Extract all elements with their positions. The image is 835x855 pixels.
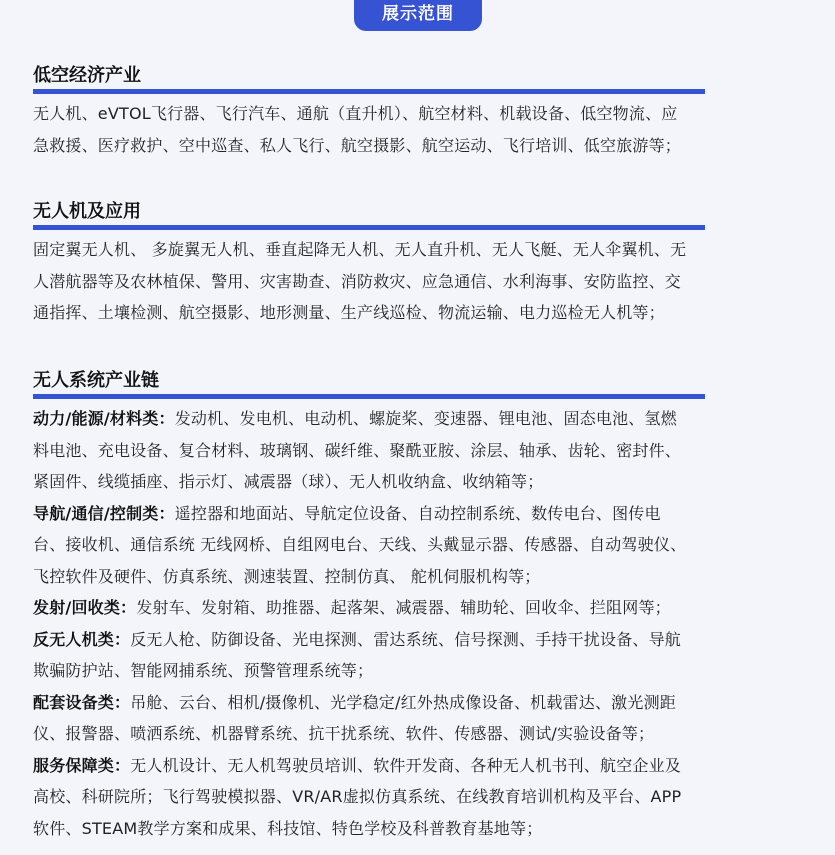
paragraph-line: 通指挥、土壤检测、航空摄影、地形测量、生产线巡检、物流运输、电力巡检无人机等； — [33, 303, 665, 322]
category-line: 飞控软件及硬件、仿真系统、测速装置、控制仿真、 舵机伺服机构等； — [33, 566, 541, 586]
section-low-altitude-economy — [33, 64, 823, 161]
category-text: 发射车、发射箱、助推器、起落架、减震器、辅助轮、回收伞、拦阻网等； — [136, 598, 671, 617]
paragraph-line: 急救援、医疗救护、空中巡查、私人飞行、航空摄影、航空运动、飞行培训、低空旅游等； — [33, 135, 682, 155]
category-text: 遥控器和地面站、导航定位设备、自动控制系统、数传电台、图传电 — [174, 503, 661, 523]
category-label: 配套设备类： — [33, 692, 131, 712]
section-paragraph — [33, 98, 823, 161]
section-title: 低空经济产业 — [33, 65, 141, 86]
title-underline — [33, 394, 705, 399]
section-paragraph — [33, 234, 823, 329]
section-title: 无人机及应用 — [33, 201, 141, 222]
category-line: 料电池、充电设备、复合材料、玻璃钢、碳纤维、聚酰亚胺、涂层、轴承、齿轮、密封件、 — [33, 440, 682, 460]
section-title: 无人系统产业链 — [33, 370, 159, 391]
category-line — [33, 498, 823, 530]
category-line: 仪、报警器、喷洒系统、机器臂系统、抗干扰系统、软件、传感器、测试/实验设备等； — [33, 724, 655, 743]
category-text: 吊舱、云台、相机/摄像机、光学稳定/红外热成像设备、机载雷达、激光测距 — [130, 692, 676, 712]
category-label: 导航/通信/控制类： — [33, 503, 175, 523]
category-line: 紧固件、线缆插座、指示灯、减震器（球）、无人机收纳盒、收纳箱等； — [33, 472, 544, 491]
title-underline — [33, 225, 705, 230]
exhibit-scope-badge: 展示范围 — [354, 0, 482, 31]
category-line: 高校、科研院所；飞行驾驶模拟器、VR/AR虚拟仿真系统、在线教育培训机构及平台、APP — [33, 787, 682, 806]
category-line: 台、接收机、通信系统 无线网桥、自组网电台、天线、头戴显示器、传感器、自动驾驶仪、 — [33, 535, 687, 554]
category-line — [33, 624, 823, 656]
category-line: 软件、STEAM教学方案和成果、科技馆、特色学校及科普教育基地等； — [33, 818, 543, 838]
category-text: 发动机、发电机、电动机、螺旋桨、变速器、锂电池、固态电池、氢燃 — [174, 409, 677, 428]
category-line — [33, 687, 823, 719]
section-unmanned-systems-chain — [33, 369, 823, 844]
section-uav-applications — [33, 200, 823, 329]
category-label: 反无人机类： — [33, 629, 131, 649]
title-underline — [33, 89, 705, 94]
category-line: 欺骗防护站、智能网捕系统、预警管理系统等； — [33, 661, 374, 680]
paragraph-line: 人潜航器等及农林植保、警用、灾害勘查、消防救灾、应急通信、水利海事、安防监控、交 — [33, 271, 682, 291]
category-line — [33, 750, 823, 782]
paragraph-line: 无人机、eVTOL飞行器、飞行汽车、通航（直升机）、航空材料、机载设备、低空物流、应 — [33, 104, 678, 123]
category-label: 服务保障类： — [33, 755, 131, 775]
category-label: 发射/回收类： — [33, 598, 137, 617]
category-line — [33, 403, 823, 435]
category-text: 反无人枪、防御设备、光电探测、雷达系统、信号探测、手持干扰设备、导航 — [130, 629, 682, 649]
category-label: 动力/能源/材料类： — [33, 409, 175, 428]
category-line — [33, 592, 823, 624]
category-text: 无人机设计、无人机驾驶员培训、软件开发商、各种无人机书刊、航空企业及 — [130, 755, 682, 775]
paragraph-line: 固定翼无人机、 多旋翼无人机、垂直起降无人机、无人直升机、无人飞艇、无人伞翼机、无 — [33, 240, 687, 259]
category-list — [33, 403, 823, 844]
